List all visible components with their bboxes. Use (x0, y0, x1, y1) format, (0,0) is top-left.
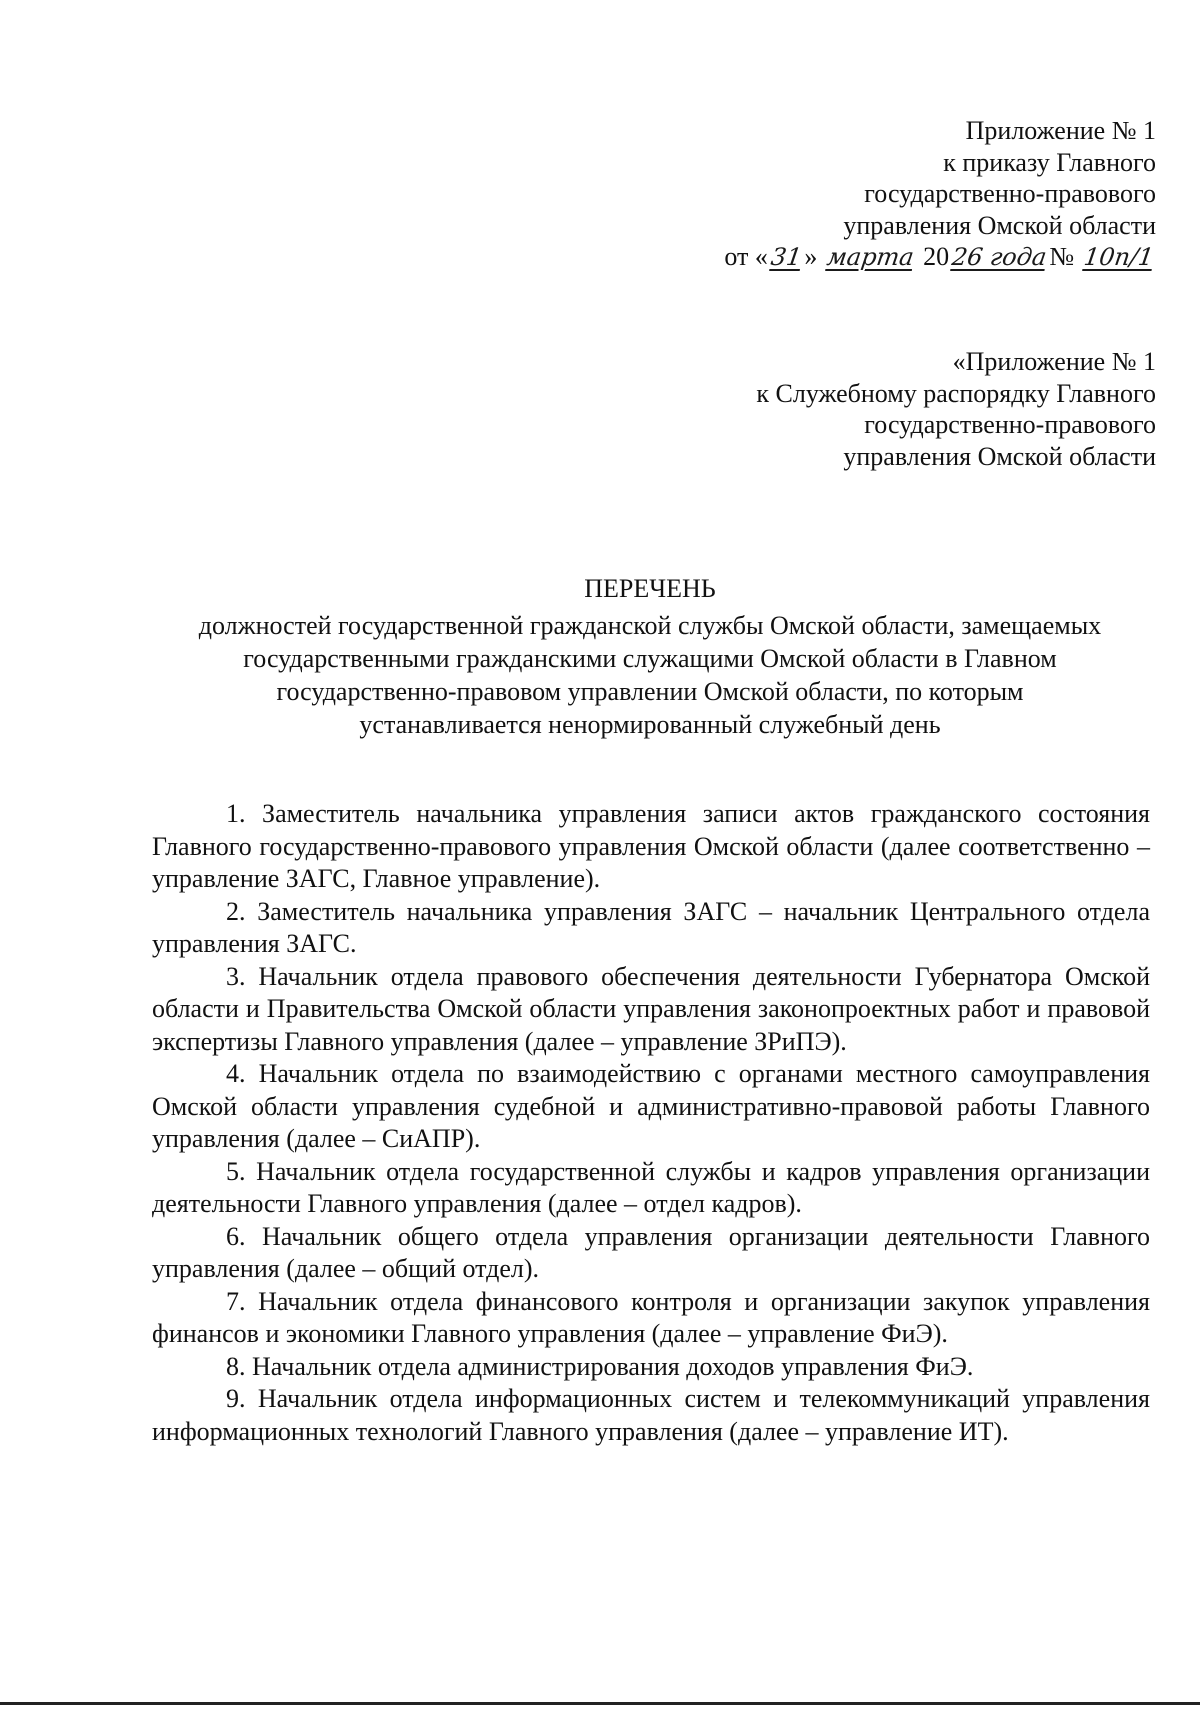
appendix-line: Приложение № 1 (965, 116, 1156, 145)
quoted-appendix-line: управления Омской области (843, 441, 1156, 471)
date-prefix: от « (724, 242, 768, 271)
title-line: устанавливается ненормированный служебный день (359, 710, 941, 739)
appendix-line: управления Омской области (843, 210, 1156, 240)
handwritten-order-number: 10п/1 (1081, 243, 1156, 271)
quoted-appendix-line: «Приложение № 1 (952, 347, 1156, 376)
year-prefix: 20 (916, 242, 950, 271)
list-item: 2. Заместитель начальника управления ЗАГС – начальник Центрального отдела управления ЗАГС. (152, 896, 1150, 958)
title-line: должностей государственной гражданской службы Омской области, замещаемых (198, 611, 1102, 640)
list-item: 8. Начальник отдела администрирования доходов управления ФиЭ. (226, 1351, 974, 1381)
appendix-line: к приказу Главного (943, 147, 1156, 177)
scan-edge-line (0, 1702, 1200, 1705)
number-prefix: № (1049, 242, 1081, 271)
order-date-line (724, 241, 1156, 274)
title-line: государственно-правовом управлении Омской области, по которым (276, 677, 1024, 706)
list-item: 1. Заместитель начальника управления записи актов гражданского состояния Главного государственно-правового управления Омской области (далее соответственно – управление ЗАГС, Главное управление). (152, 799, 1150, 893)
list-item: 4. Начальник отдела по взаимодействию с органами местного самоуправления Омской области управления судебной и административно-правовой работы Главного управления (далее – СиАПР). (152, 1059, 1150, 1153)
appendix-header (724, 115, 1156, 274)
list-item: 3. Начальник отдела правового обеспечения деятельности Губернатора Омской области и Правительства Омской области управления законопроектных работ и правовой экспертизы Главного управления (далее – управление ЗРиПЭ). (152, 961, 1150, 1056)
quoted-appendix-header (756, 346, 1156, 472)
handwritten-day: 31 (769, 243, 804, 271)
appendix-line: государственно-правового (864, 179, 1156, 208)
handwritten-month: марта (825, 243, 916, 271)
document-title (150, 572, 1150, 741)
list-item: 9. Начальник отдела информационных систем и телекоммуникаций управления информационных технологий Главного управления (далее – управление ИТ). (152, 1384, 1150, 1446)
handwritten-year: 26 года (950, 243, 1049, 271)
quoted-appendix-line: государственно-правового (864, 410, 1156, 439)
positions-list (152, 798, 1150, 1448)
list-item: 7. Начальник отдела финансового контроля и организации закупок управления финансов и экономики Главного управления (далее – управление ФиЭ). (152, 1286, 1150, 1348)
date-mid: » (804, 242, 824, 271)
list-item: 5. Начальник отдела государственной службы и кадров управления организации деятельности Главного управления (далее – отдел кадров). (152, 1156, 1150, 1218)
title-heading: ПЕРЕЧЕНЬ (584, 574, 716, 603)
list-item: 6. Начальник общего отдела управления организации деятельности Главного управления (далее – общий отдел). (152, 1221, 1150, 1283)
title-line: государственными гражданскими служащими Омской области в Главном (243, 644, 1057, 673)
quoted-appendix-line: к Служебному распорядку Главного (756, 378, 1156, 408)
